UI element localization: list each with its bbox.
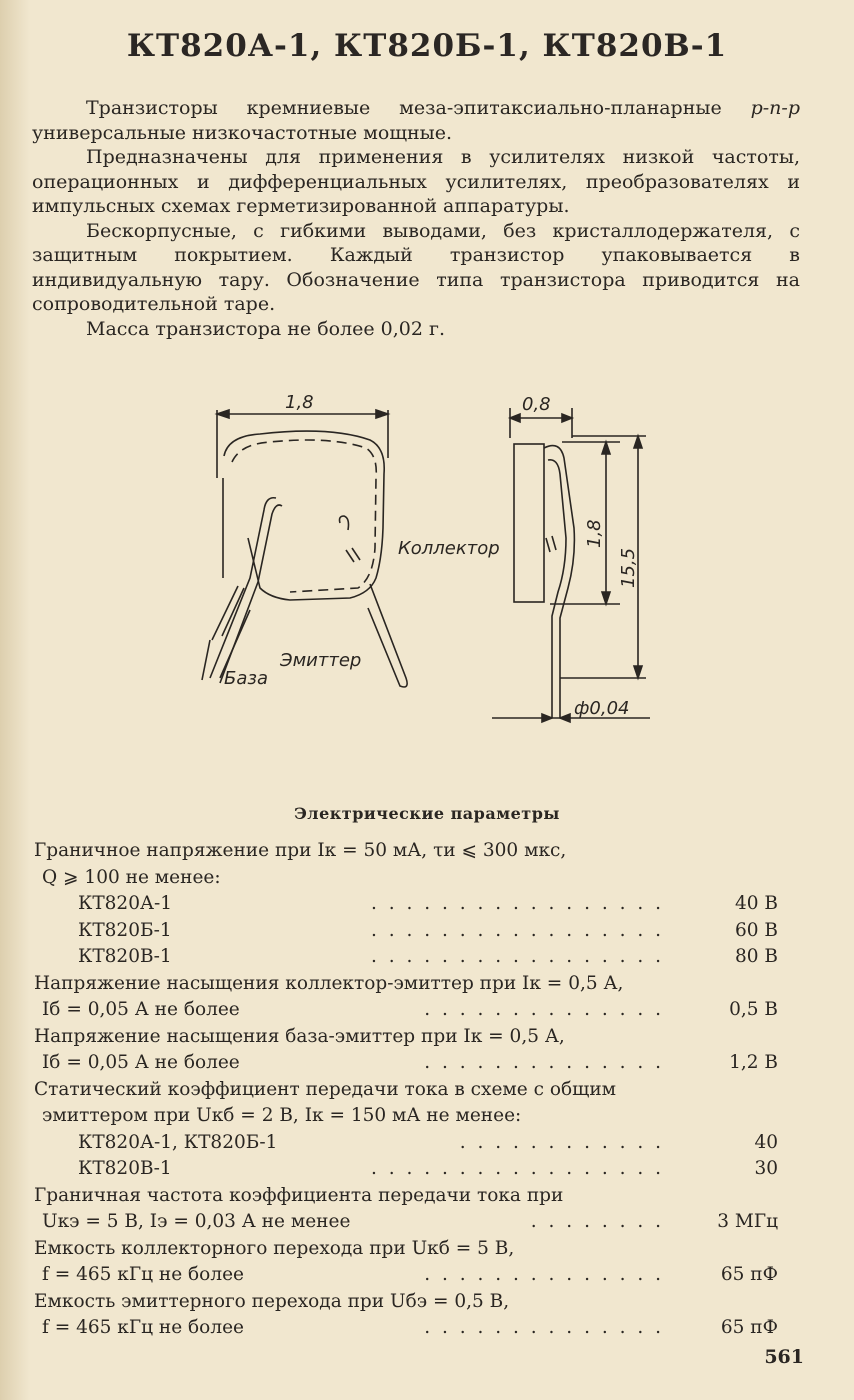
side-view-body [514,444,544,602]
param-text: Iб = 0,05 А не более [42,999,240,1020]
param-row [34,1130,778,1157]
param-text: Емкость эмиттерного перехода при Uбэ = 0,5 В, [34,1290,510,1312]
label-collector: Коллектор [398,538,500,559]
param-row [34,1209,778,1236]
label-base: База [224,668,268,689]
param-row [34,971,778,998]
param-value: 60 В [734,919,778,941]
params-heading: Электрические параметры [294,804,560,823]
base-lead [210,498,276,678]
param-text: Iб = 0,05 А не более [42,1052,240,1073]
param-row [34,1077,778,1104]
param-leader-dots: . . . . . . . . . . . . . . . . . [370,919,664,941]
intro-p1-start: Транзисторы кремниевые меза-эпитаксиально-планарные [86,97,751,119]
emitter-contact [340,516,349,530]
param-row [34,1024,778,1051]
transistor-outline-svg [180,378,660,728]
param-row [34,1156,778,1183]
param-row [34,1050,778,1077]
transistor-drawing [180,378,660,728]
dim-lead-diameter-label: ф0,04 [574,698,630,719]
intro-paragraph-3: Бескорпусные, с гибкими выводами, без кристаллодержателя, с защитным покрытием. Каждый транзистор упаковывается в индивидуальную тару. Обозначение типа транзистора приводится на сопроводительной таре. [32,219,800,315]
param-value: 40 [754,1131,778,1153]
param-row [34,1103,778,1130]
intro-p1-end: универсальные низкочастотные мощные. [32,121,453,144]
dim-thickness-label: 0,8 [522,394,551,415]
intro-paragraph-1 [32,96,800,145]
side-lead-inner [548,460,566,718]
param-row [34,891,778,918]
param-row [34,1315,778,1342]
param-text: Uкэ = 5 В, Iэ = 0,03 А не менее [42,1211,351,1232]
param-value: 40 В [734,893,778,914]
param-row [34,838,778,865]
param-leader-dots: . . . . . . . . . . . . . . [424,1264,664,1285]
param-leader-dots: . . . . . . . . . . . . . . . . . [370,893,664,914]
param-row [34,1183,778,1210]
param-leader-dots: . . . . . . . . . . . . . . . . . [370,946,664,967]
label-emitter: Эмиттер [280,650,362,671]
param-text: эмиттером при Uкб = 2 В, Iк = 150 мА не менее: [42,1105,522,1126]
param-value: 0,5 В [729,999,778,1020]
param-leader-dots: . . . . . . . . [530,1211,664,1232]
intro-paragraph-2: Предназначены для применения в усилителях низкой частоты, операционных и дифференциальных усилителях, преобразователях и импульсных схемах герметизированной аппаратуры. [32,146,800,217]
param-row [34,997,778,1024]
conductivity-type: p-n-p [750,97,800,119]
param-text: КТ820А-1, КТ820Б-1 [78,1131,278,1153]
param-value: 3 МГц [717,1211,778,1232]
param-leader-dots: . . . . . . . . . . . . [459,1131,664,1153]
param-value: 1,2 В [729,1052,778,1073]
param-leader-dots: . . . . . . . . . . . . . . . . . [370,1158,664,1179]
param-value: 30 [754,1158,778,1179]
param-value: 65 пФ [720,1317,778,1338]
param-row [34,918,778,945]
param-value: 80 В [734,946,778,967]
param-leader-dots: . . . . . . . . . . . . . . [424,1317,664,1338]
param-row [34,1289,778,1316]
param-value: 65 пФ [720,1264,778,1285]
param-row [34,865,778,892]
param-leader-dots: . . . . . . . . . . . . . . [424,1052,664,1073]
param-row [34,1236,778,1263]
intro-text [32,96,800,341]
param-text: КТ820В-1 [78,946,172,967]
param-text: Граничная частота коэффициента передачи тока при [34,1184,564,1206]
param-text: Граничное напряжение при Iк = 50 мА, τи ⩽ 300 мкс, [34,840,567,861]
crystal-dashed-outline [232,440,376,592]
param-text: Q ⩾ 100 не менее: [42,866,221,888]
emitter-lead [368,584,407,687]
param-text: КТ820А-1 [78,893,172,914]
param-row [34,944,778,971]
param-row [34,1262,778,1289]
page-edge-shade [0,0,30,1400]
param-text: f = 465 кГц не более [42,1317,244,1338]
param-text: Статический коэффициент передачи тока в схеме с общим [34,1078,617,1100]
dim-total-height-label: 15,5 [618,547,639,588]
param-text: Емкость коллекторного перехода при Uкб = 5 В, [34,1237,515,1259]
param-leader-dots: . . . . . . . . . . . . . . [424,999,664,1020]
dim-width-label: 1,8 [285,392,314,413]
param-text: f = 465 кГц не более [42,1264,244,1285]
side-lead-outer [544,446,574,718]
param-text: Напряжение насыщения коллектор-эмиттер при Iк = 0,5 А, [34,972,624,994]
electrical-parameters [34,838,778,1342]
page-number: 561 [764,1346,804,1368]
dim-body-height-label: 1,8 [584,519,605,548]
param-text: КТ820Б-1 [78,919,172,941]
page-title: КТ820А-1, КТ820Б-1, КТ820В-1 [126,28,728,64]
intro-paragraph-4: Масса транзистора не более 0,02 г. [86,317,446,340]
param-text: Напряжение насыщения база-эмиттер при Iк = 0,5 А, [34,1025,565,1047]
crystal-outline [224,431,384,600]
param-text: КТ820В-1 [78,1158,172,1179]
